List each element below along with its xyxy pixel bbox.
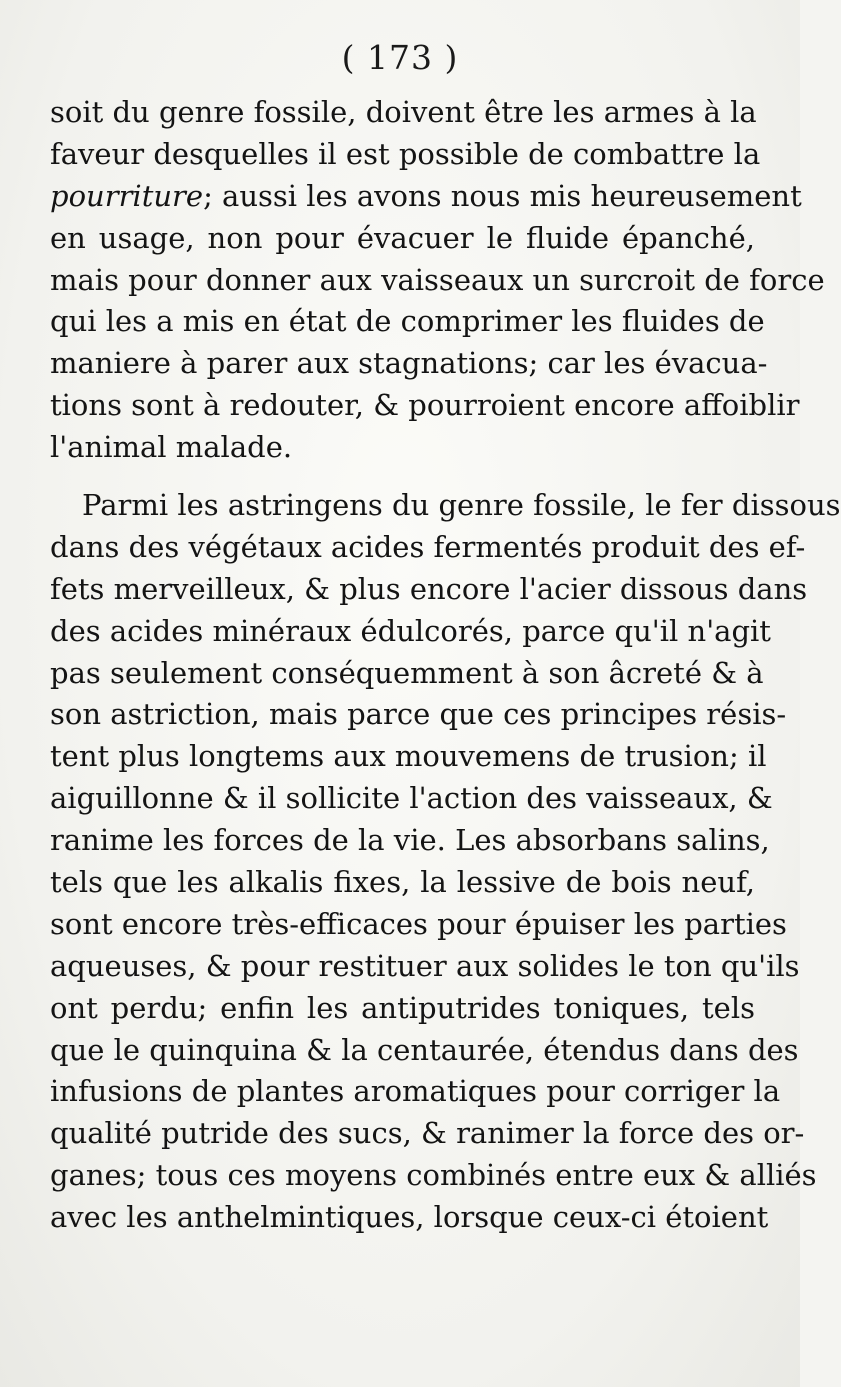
page-number: ( 173 ): [341, 38, 459, 77]
body-text: [50, 92, 841, 1239]
text-line: tels que les alkalis fixes, la lessive de bois neuf,: [50, 865, 755, 900]
text-line: maniere à parer aux stagnations; car les évacua-: [50, 346, 768, 381]
text-line: sont encore très-efficaces pour épuiser les parties: [50, 906, 787, 941]
text-line: pourriture; aussi les avons nous mis heureusement: [50, 178, 802, 213]
text-line: soit du genre fossile, doivent être les armes à la: [50, 95, 757, 129]
text-line: tions sont à redouter, & pourroient encore affoiblir: [50, 388, 800, 423]
text-line: son astriction, mais parce que ces principes résis-: [50, 697, 787, 732]
text-line: qualité putride des sucs, & ranimer la force des or-: [50, 1116, 805, 1151]
italic-word: pourriture: [50, 178, 204, 213]
paragraph-2: [50, 485, 841, 1239]
text-line: pas seulement conséquemment à son âcreté & à: [50, 655, 764, 690]
text-line: mais pour donner aux vaisseaux un surcroit de force: [50, 262, 825, 297]
text-line: faveur desquelles il est possible de combattre la: [50, 136, 761, 171]
text-line: dans des végétaux acides fermentés produit des ef-: [50, 529, 806, 564]
text-line: aqueuses, & pour restituer aux solides le ton qu'ils: [50, 948, 800, 983]
text-line: avec les anthelmintiques, lorsque ceux-ci étoient: [50, 1200, 769, 1235]
text-line: ganes; tous ces moyens combinés entre eux & alliés: [50, 1158, 817, 1193]
text-line: en usage, non pour évacuer le fluide épanché,: [50, 220, 755, 255]
paragraph-1: [50, 92, 825, 469]
text-line: infusions de plantes aromatiques pour corriger la: [50, 1074, 781, 1109]
text-line: l'animal malade.: [50, 430, 293, 465]
text-line: aiguillonne & il sollicite l'action des vaisseaux, &: [50, 781, 773, 816]
text-line: que le quinquina & la centaurée, étendus dans des: [50, 1032, 799, 1067]
text-line: tent plus longtems aux mouvemens de trusion; il: [50, 739, 767, 774]
text-line: Parmi les astringens du genre fossile, le fer dissous: [82, 488, 841, 523]
text-line: qui les a mis en état de comprimer les fluides de: [50, 304, 765, 339]
text-line: des acides minéraux édulcorés, parce qu'il n'agit: [50, 613, 771, 648]
text-line: ont perdu; enfin les antiputrides toniques, tels: [50, 990, 755, 1025]
text-line: fets merveilleux, & plus encore l'acier dissous dans: [50, 571, 808, 606]
text-line: ranime les forces de la vie. Les absorbans salins,: [50, 823, 770, 858]
